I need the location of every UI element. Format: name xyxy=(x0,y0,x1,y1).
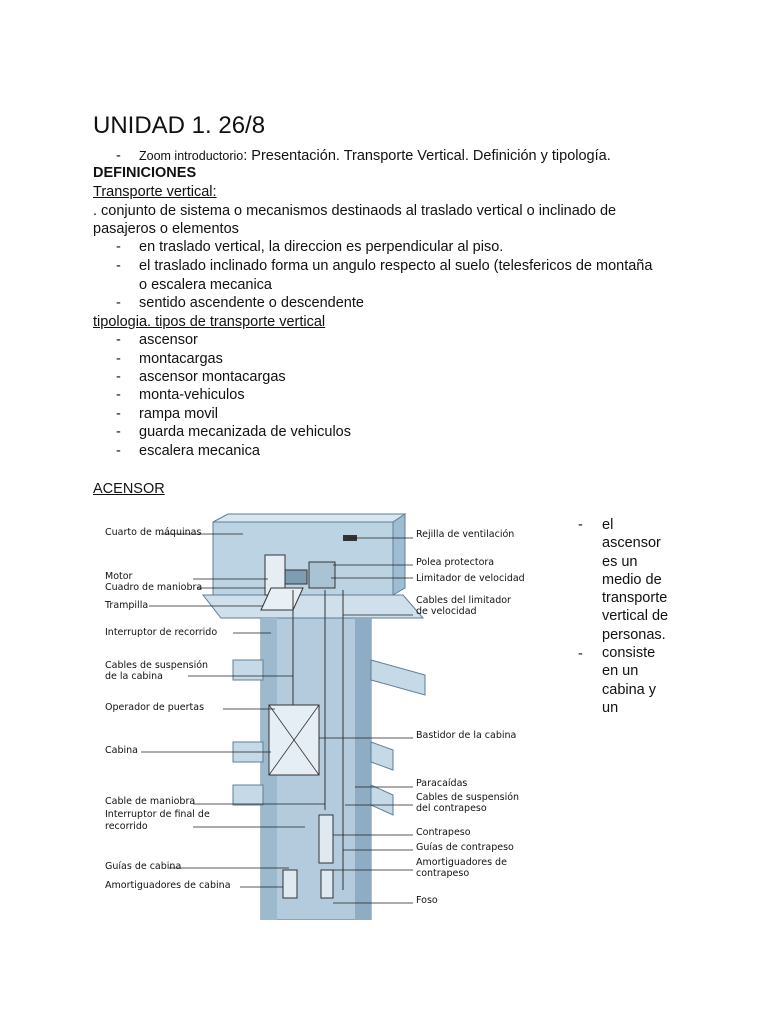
diagram-label: Cabina xyxy=(105,745,138,756)
diagram-label: Contrapeso xyxy=(416,827,471,838)
list-item-continuation: o escalera mecanica xyxy=(139,277,272,293)
diagram-label: de la cabina xyxy=(105,671,163,682)
side-text-line: un xyxy=(602,699,619,716)
type-item: ascensor xyxy=(139,332,198,348)
bullet-dash: - xyxy=(116,424,121,440)
diagram-label: Interruptor de final de xyxy=(105,809,210,820)
elevator-illustration xyxy=(203,514,425,920)
diagram-label: Bastidor de la cabina xyxy=(416,730,517,741)
diagram-label: Guías de cabina xyxy=(105,861,182,872)
type-item: monta-vehiculos xyxy=(139,387,245,403)
elevator-diagram xyxy=(93,510,548,920)
page-title: UNIDAD 1. 26/8 xyxy=(93,112,266,139)
typology-heading: tipologia. tipos de transporte vertical xyxy=(93,314,326,330)
diagram-label: Paracaídas xyxy=(416,778,468,789)
type-item: montacargas xyxy=(139,351,223,367)
diagram-label: Trampilla xyxy=(105,600,149,611)
list-item: en traslado vertical, la direccion es perpendicular al piso. xyxy=(139,239,504,255)
diagram-label: Cable de maniobra xyxy=(105,796,196,807)
side-text-line: medio de xyxy=(602,571,662,588)
side-text-line: transporte xyxy=(602,590,668,607)
side-text-line: en un xyxy=(602,663,639,680)
intro-line xyxy=(139,147,611,165)
type-item: guarda mecanizada de vehiculos xyxy=(139,424,351,440)
list-item: sentido ascendente o descendente xyxy=(139,295,364,311)
diagram-label: Cables del limitador xyxy=(416,595,511,606)
diagram-label: Guías de contrapeso xyxy=(416,842,514,853)
side-text-line: es un xyxy=(602,553,638,570)
diagram-label: Amortiguadores de xyxy=(416,857,507,868)
type-item: ascensor montacargas xyxy=(139,369,286,385)
diagram-label: Cuadro de maniobra xyxy=(105,582,203,593)
diagram-label: Cables de suspensión xyxy=(416,792,520,803)
diagram-label: Operador de puertas xyxy=(105,702,205,713)
side-text-line: personas. xyxy=(602,626,666,643)
diagram-label: Amortiguadores de cabina xyxy=(105,880,231,891)
diagram-label: Motor xyxy=(105,571,133,582)
side-text-line: vertical de xyxy=(602,608,669,625)
bullet-dash: - xyxy=(116,369,121,385)
diagram-labels-left xyxy=(104,527,231,891)
side-text xyxy=(602,516,682,717)
bullet-dash: - xyxy=(116,387,121,403)
definitions-heading: DEFINICIONES xyxy=(93,165,197,181)
diagram-label: Rejilla de ventilación xyxy=(416,529,515,540)
side-text-line: consiste xyxy=(602,645,656,662)
bullet-dash: - xyxy=(578,646,583,662)
diagram-label: Foso xyxy=(416,895,438,906)
acensor-heading: ACENSOR xyxy=(93,481,165,497)
bullet-dash: - xyxy=(116,332,121,348)
intro-rest: : Presentación. Transporte Vertical. Definición y tipología. xyxy=(243,148,611,164)
bullet-dash: - xyxy=(116,148,121,164)
side-text-line: el xyxy=(602,517,614,533)
type-item: rampa movil xyxy=(139,406,218,422)
diagram-label: de velocidad xyxy=(416,606,477,617)
diagram-label: Interruptor de recorrido xyxy=(105,627,218,638)
list-item: el traslado inclinado forma un angulo respecto al suelo (telesfericos de montaña xyxy=(139,258,653,274)
diagram-label: Limitador de velocidad xyxy=(416,573,525,584)
diagram-label: Cuarto de máquinas xyxy=(105,527,202,538)
diagram-label: Cables de suspensión xyxy=(105,660,209,671)
side-text-line: cabina y xyxy=(602,681,657,698)
diagram-label: del contrapeso xyxy=(416,803,487,814)
definition-line-1: . conjunto de sistema o mecanismos destinaods al traslado vertical o inclinado de xyxy=(93,203,617,219)
bullet-dash: - xyxy=(116,351,121,367)
transport-heading: Transporte vertical: xyxy=(93,184,217,200)
bullet-dash: - xyxy=(116,239,121,255)
diagram-label: Polea protectora xyxy=(416,557,495,568)
diagram-label: contrapeso xyxy=(416,868,470,879)
intro-small: Zoom introductorio xyxy=(139,149,244,163)
bullet-dash: - xyxy=(116,295,121,311)
bullet-dash: - xyxy=(116,258,121,274)
side-text-line: ascensor xyxy=(602,535,661,552)
bullet-dash: - xyxy=(116,443,121,459)
diagram-labels-right xyxy=(416,529,525,906)
type-item: escalera mecanica xyxy=(139,443,260,459)
bullet-dash: - xyxy=(116,406,121,422)
bullet-dash: - xyxy=(578,517,583,533)
diagram-label: recorrido xyxy=(105,821,148,832)
definition-line-2: pasajeros o elementos xyxy=(93,221,239,237)
